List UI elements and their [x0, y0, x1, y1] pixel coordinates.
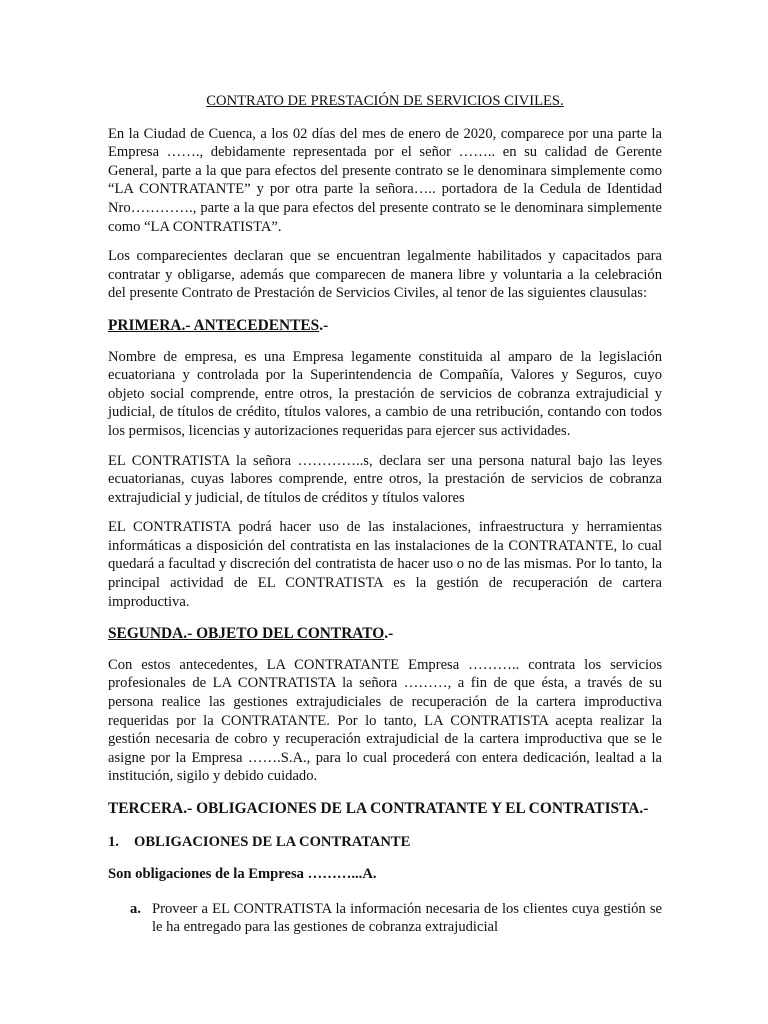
primera-paragraph-2: EL CONTRATISTA la señora …………..s, declara ser una persona natural bajo las leyes ecuatorianas, cuyas labores comprende, entre otros, la prestación de servicios de cobranza extrajudicial y judicial, de títulos de créditos y títulos valores	[108, 452, 662, 506]
obligations-intro: Son obligaciones de la Empresa ………...A.	[108, 866, 377, 883]
subsection-number: 1.	[108, 833, 119, 850]
section-heading-segunda	[108, 625, 662, 644]
contract-document	[108, 92, 662, 937]
section-heading-tercera: TERCERA.- OBLIGACIONES DE LA CONTRATANTE Y EL CONTRATISTA.-	[108, 800, 649, 817]
section-heading-segunda-main: SEGUNDA.- OBJETO DEL CONTRATO	[108, 625, 385, 643]
section-heading-primera-tail: .-	[319, 316, 329, 334]
list-item-text: Proveer a EL CONTRATISTA la información necesaria de los clientes cuya gestión se le ha entregado para las gestiones de cobranza extrajudicial	[152, 900, 662, 936]
list-item-marker: a.	[130, 900, 141, 917]
primera-paragraph-3: EL CONTRATISTA podrá hacer uso de las instalaciones, infraestructura y herramientas informáticas a disposición del contratista en las instalaciones de la CONTRATANTE, lo cual quedará a facultad y discreción del contratista de hacer uso o no de las mismas. Por lo tanto, la principal actividad de EL CONTRATISTA es la gestión de recuperación de cartera improductiva.	[108, 519, 662, 610]
section-heading-primera-main: PRIMERA.- ANTECEDENTES	[108, 316, 320, 334]
section-heading-segunda-tail: .-	[384, 625, 394, 643]
contract-title: CONTRATO DE PRESTACIÓN DE SERVICIOS CIVILES.	[206, 93, 564, 109]
section-heading-primera	[108, 317, 662, 336]
list-item	[108, 900, 662, 937]
segunda-paragraph: Con estos antecedentes, LA CONTRATANTE Empresa ……….. contrata los servicios profesionales de LA CONTRATISTA la señora ………, a fin de que ésta, a través de su persona realice las gestiones extrajudiciales de recuperación de la cartera improductiva requeridas por la CONTRATANTE. Por lo tanto, LA CONTRATISTA acepta realizar la gestión necesaria de cobro y recuperación extrajudicial de la cartera improductiva que se le asigne por la Empresa …….S.A., para lo cual procederá con entera dedicación, lealtad a la institución, sigilo y debido cuidado.	[108, 656, 662, 785]
intro-paragraph-2: Los comparecientes declaran que se encuentran legalmente habilitados y capacitados para contratar y obligarse, además que comparecen de manera libre y voluntaria a la celebración del presente Contrato de Prestación de Servicios Civiles, al tenor de las siguientes clausulas:	[108, 248, 662, 302]
primera-paragraph-1: Nombre de empresa, es una Empresa legamente constituida al amparo de la legislación ecuatoriana y controlada por la Superintendencia de Compañía, Valores y Seguros, cuyo objeto social comprende, entre otros, la prestación de servicios de cobranza extrajudicial y judicial, de títulos de crédito, títulos valores, a cambio de una retribución, contando con todos los permisos, licencias y autorizaciones requeridas para ejercer sus actividades.	[108, 348, 662, 439]
intro-paragraph-1: En la Ciudad de Cuenca, a los 02 días del mes de enero de 2020, comparece por una parte la Empresa ……., debidamente representada por el señor …….. en su calidad de Gerente General, parte a la que para efectos del presente contrato se le denominara simplemente como “LA CONTRATANTE” y por otra parte la señora….. portadora de la Cedula de Identidad Nro…………., parte a la que para efectos del presente contrato se le denominara simplemente como “LA CONTRATISTA”.	[108, 125, 662, 235]
obligations-list	[108, 900, 662, 937]
subsection-title: OBLIGACIONES DE LA CONTRATANTE	[134, 833, 411, 850]
subsection-heading	[108, 833, 662, 852]
